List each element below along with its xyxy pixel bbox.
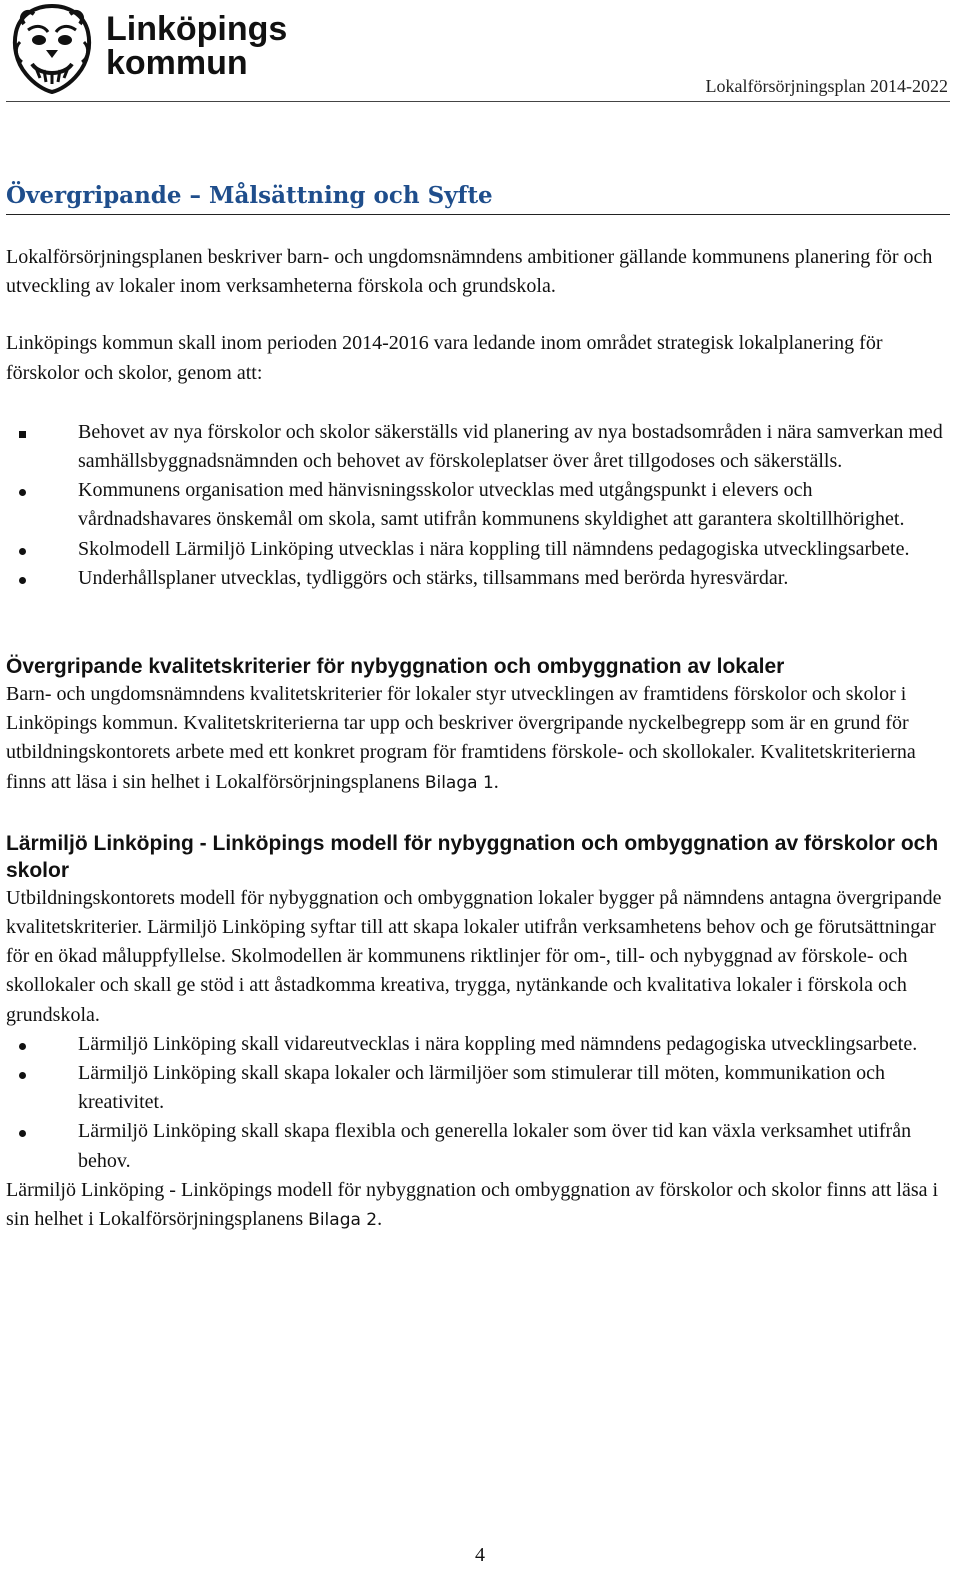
list-item: Lärmiljö Linköping skall vidareutvecklas i nära koppling med nämndens pedagogiska utvecklingsarbete. [6, 1030, 950, 1059]
round-bullet-icon [12, 564, 32, 593]
round-bullet-icon [12, 1117, 32, 1146]
list-item: Lärmiljö Linköping skall skapa flexibla och generella lokaler som över tid kan växla verksamhet utifrån behov. [6, 1117, 950, 1175]
header-divider [6, 101, 950, 102]
closing-paragraph: Lärmiljö Linköping - Linköpings modell för nybyggnation och ombyggnation av förskolor och skolor finns att läsa i sin helhet i Lokalförsörjningsplanens Bilaga 2. [6, 1178, 939, 1231]
round-bullet-icon [12, 476, 32, 505]
square-bullet-icon [12, 418, 32, 447]
appendix-reference: Bilaga 2 [308, 1210, 378, 1231]
lion-crest-icon [6, 2, 98, 94]
page-number: 4 [475, 1544, 485, 1566]
round-bullet-icon [12, 1030, 32, 1059]
page-header [0, 0, 960, 104]
round-bullet-icon [12, 1059, 32, 1088]
section-heading-learning-environment: Lärmiljö Linköping - Linköpings modell för nybyggnation och ombyggnation av förskolor och skolor [6, 831, 939, 882]
round-bullet-icon [12, 535, 32, 564]
learning-environment-paragraph: Utbildningskontorets modell för nybyggnation och ombyggnation lokaler bygger på nämndens antagna övergripande kvalitetskriterier. Lärmiljö Linköping syftar till att skapa lokaler utifrån verksamhetens behov och ge förutsättningar för en ökad måluppfyllelse. Skolmodellen är kommunens riktlinjer för om-, till- och nybyggnad av förskole- och skollokaler och skall ge stöd i att åstadkomma kreativa, trygga, nytänkande och kvalitativa lokaler i förskola och grundskola. [6, 886, 942, 1026]
section-heading-goals: Övergripande – Målsättning och Syfte [6, 180, 950, 215]
list-item: Skolmodell Lärmiljö Linköping utvecklas i nära koppling till nämndens pedagogiska utvecklingsarbete. [6, 535, 950, 564]
goal-list [6, 418, 950, 593]
goal-paragraph: Linköpings kommun skall inom perioden 2014-2016 vara ledande inom området strategisk lokalplanering för förskolor och skolor, genom att: [6, 332, 883, 384]
logo-wordmark: Linköpings kommun [106, 10, 288, 82]
intro-paragraph: Lokalförsörjningsplanen beskriver barn- och ungdomsnämndens ambitioner gällande kommunens planering för och utveckling av lokaler inom verksamheterna förskola och grundskola. [6, 246, 933, 298]
list-item: Underhållsplaner utvecklas, tydliggörs och stärks, tillsammans med berörda hyresvärdar. [6, 564, 950, 593]
section-heading-quality-criteria: Övergripande kvalitetskriterier för nybyggnation och ombyggnation av lokaler [6, 655, 785, 679]
running-title: Lokalförsörjningsplan 2014-2022 [705, 76, 948, 96]
list-item: Kommunens organisation med hänvisningsskolor utvecklas med utgångspunkt i elevers och vårdnadshavares önskemål om skola, samt utifrån kommunens skyldighet att garantera skoltillhörighet. [6, 476, 950, 534]
learning-environment-list [6, 1030, 950, 1176]
list-item: Behovet av nya förskolor och skolor säkerställs vid planering av nya bostadsområden i nära samverkan med samhällsbyggnadsnämnden och behovet av förskoleplatser över året tillgodoses och säkerställs. [6, 418, 950, 476]
page-content [6, 180, 950, 1235]
list-item: Lärmiljö Linköping skall skapa lokaler och lärmiljöer som stimulerar till möten, kommunikation och kreativitet. [6, 1059, 950, 1117]
appendix-reference: Bilaga 1 [424, 772, 494, 793]
quality-criteria-paragraph: Barn- och ungdomsnämndens kvalitetskriterier för lokaler styr utvecklingen av framtidens förskolor och skolor i Linköpings kommun. Kvalitetskriterierna tar upp och beskriver övergripande nyckelbegrepp som är en grund för utbildningskontorets arbete med ett konkret program för framtidens förskole- och skollokaler. Kvalitetskriterierna finns att läsa i sin helhet i Lokalförsörjningsplanens Bilaga 1. [6, 683, 916, 793]
